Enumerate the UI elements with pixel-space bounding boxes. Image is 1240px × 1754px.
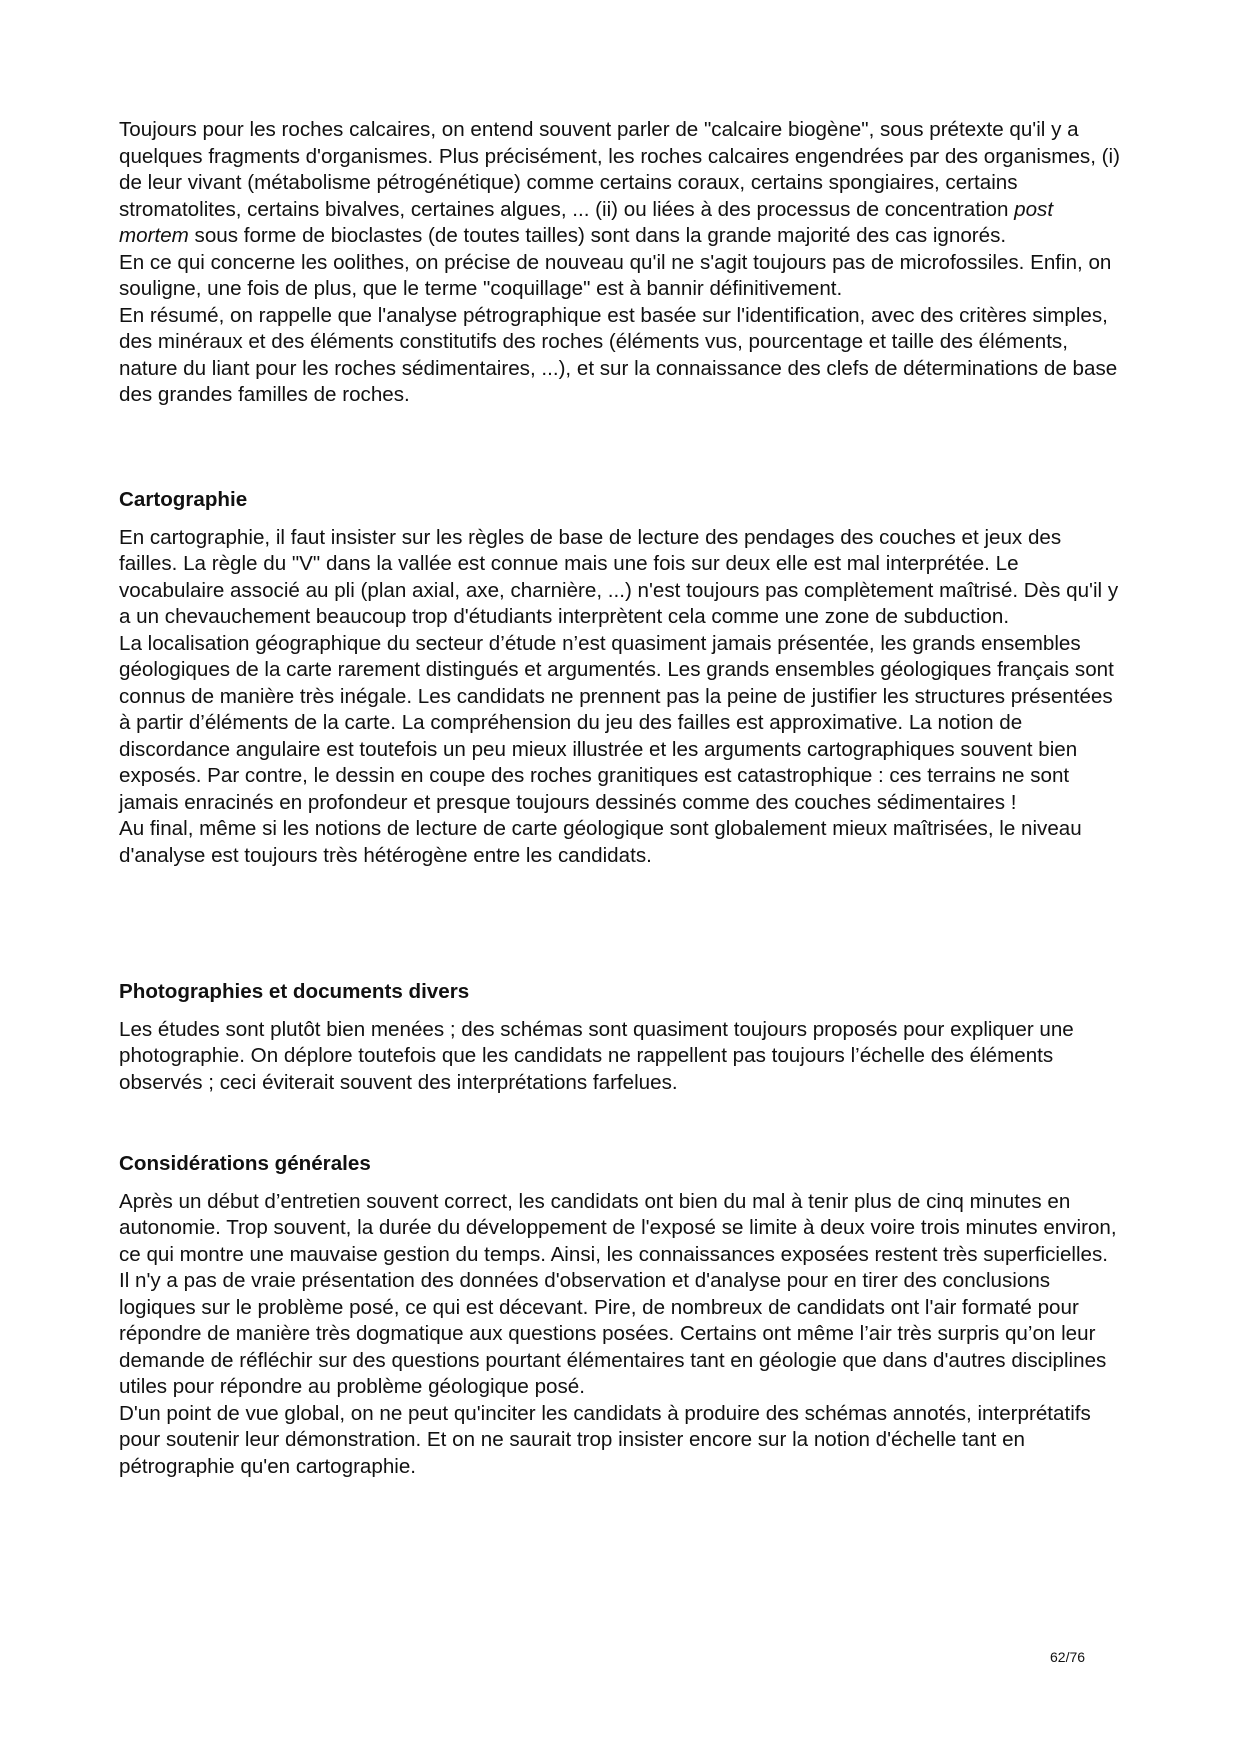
paragraph-au-final: Au final, même si les notions de lecture de carte géologique sont globalement mieux maîtrisées, le niveau d'analyse est toujours très hétérogène entre les candidats.	[119, 817, 1082, 867]
italic-term: post mortem	[119, 197, 1054, 247]
paragraph-regles-base: En cartographie, il faut insister sur les règles de base de lecture des pendages des couches et jeux des failles. La règle du "V" dans la vallée est connue mais une fois sur deux elle est mal interprétée. Le vocabulaire associé au pli (plan axial, axe, charnière, ...) n'est toujours pas complètement maîtrisé. Dès qu'il y a un chevauchement beaucoup trop d'étudiants interprètent cela comme une zone de subduction.	[119, 525, 1119, 628]
section-heading: Cartographie	[119, 488, 248, 511]
paragraph-calcaire-biogene	[119, 117, 1123, 250]
paragraph-resume: En résumé, on rappelle que l'analyse pétrographique est basée sur l'identification, avec des critères simples, des minéraux et des éléments constitutifs des roches (éléments vus, pourcentage et taille des éléments, nature du liant pour les roches sédimentaires, ...), et sur la connaissance des clefs de déterminations de base des grandes familles de roches.	[119, 303, 1118, 406]
section-heading: Considérations générales	[119, 1152, 371, 1175]
paragraph-oolithes: En ce qui concerne les oolithes, on précise de nouveau qu'il ne s'agit toujours pas de microfossiles. Enfin, on souligne, une fois de plus, que le terme "coquillage" est à bannir définitivement.	[119, 250, 1112, 300]
page-number: 62/76	[1050, 1649, 1086, 1665]
paragraph-text: sous forme de bioclastes (de toutes tailles) sont dans la grande majorité des cas ignorés.	[188, 224, 1007, 247]
paragraph-entretien: Après un début d’entretien souvent correct, les candidats ont bien du mal à tenir plus de cinq minutes en autonomie. Trop souvent, la durée du développement de l'exposé se limite à deux voire trois minutes environ, ce qui montre une mauvaise gestion du temps. Ainsi, les connaissances exposées restent très superficielles. Il n'y a pas de vraie présentation des données d'observation et d'analyse pour en tirer des conclusions logiques sur le problème posé, ce qui est décevant. Pire, de nombreux de candidats ont l'air formaté pour répondre de manière très dogmatique aux questions posées. Certains ont même l’air très surpris qu’on leur demande de réfléchir sur des questions pourtant élémentaires tant en géologie que dans d'autres disciplines utiles pour répondre au problème géologique posé.	[119, 1189, 1117, 1398]
paragraph-text: Toujours pour les roches calcaires, on entend souvent parler de "calcaire biogène", sous prétexte qu'il y a quelques fragments d'organismes. Plus précisément, les roches calcaires engendrées par des organismes, (i) de leur vivant (métabolisme pétrogénétique) comme certains coraux, certains spongiaires, certains stromatolites, certains bivalves, certaines algues, ... (ii) ou liées à des processus de concentration	[119, 118, 1120, 221]
document-page	[119, 117, 1123, 1478]
section-cartographie	[119, 487, 1123, 869]
section-photographies	[119, 979, 1123, 1096]
section-heading: Photographies et documents divers	[119, 980, 470, 1003]
paragraph-etudes: Les études sont plutôt bien menées ; des schémas sont quasiment toujours proposés pour expliquer une photographie. On déplore toutefois que les candidats ne rappellent pas toujours l’échelle des éléments observés ; ceci éviterait souvent des interprétations farfelues.	[119, 1017, 1074, 1094]
section-considerations	[119, 1151, 1123, 1480]
paragraph-point-de-vue: D'un point de vue global, on ne peut qu'inciter les candidats à produire des schémas annotés, interprétatifs pour soutenir leur démonstration. Et on ne saurait trop insister encore sur la notion d'échelle tant en pétrographie qu'en cartographie.	[119, 1401, 1091, 1478]
paragraph-localisation: La localisation géographique du secteur d’étude n’est quasiment jamais présentée, les grands ensembles géologiques de la carte rarement distingués et argumentés. Les grands ensembles géologiques français sont connus de manière très inégale. Les candidats ne prennent pas la peine de justifier les structures présentées à partir d’éléments de la carte. La compréhension du jeu des failles est approximative. La notion de discordance angulaire est toutefois un peu mieux illustrée et les arguments cartographiques souvent bien exposés. Par contre, le dessin en coupe des roches granitiques est catastrophique : ces terrains ne sont jamais enracinés en profondeur et presque toujours dessinés comme des couches sédimentaires !	[119, 631, 1114, 814]
intro-section	[119, 117, 1123, 409]
